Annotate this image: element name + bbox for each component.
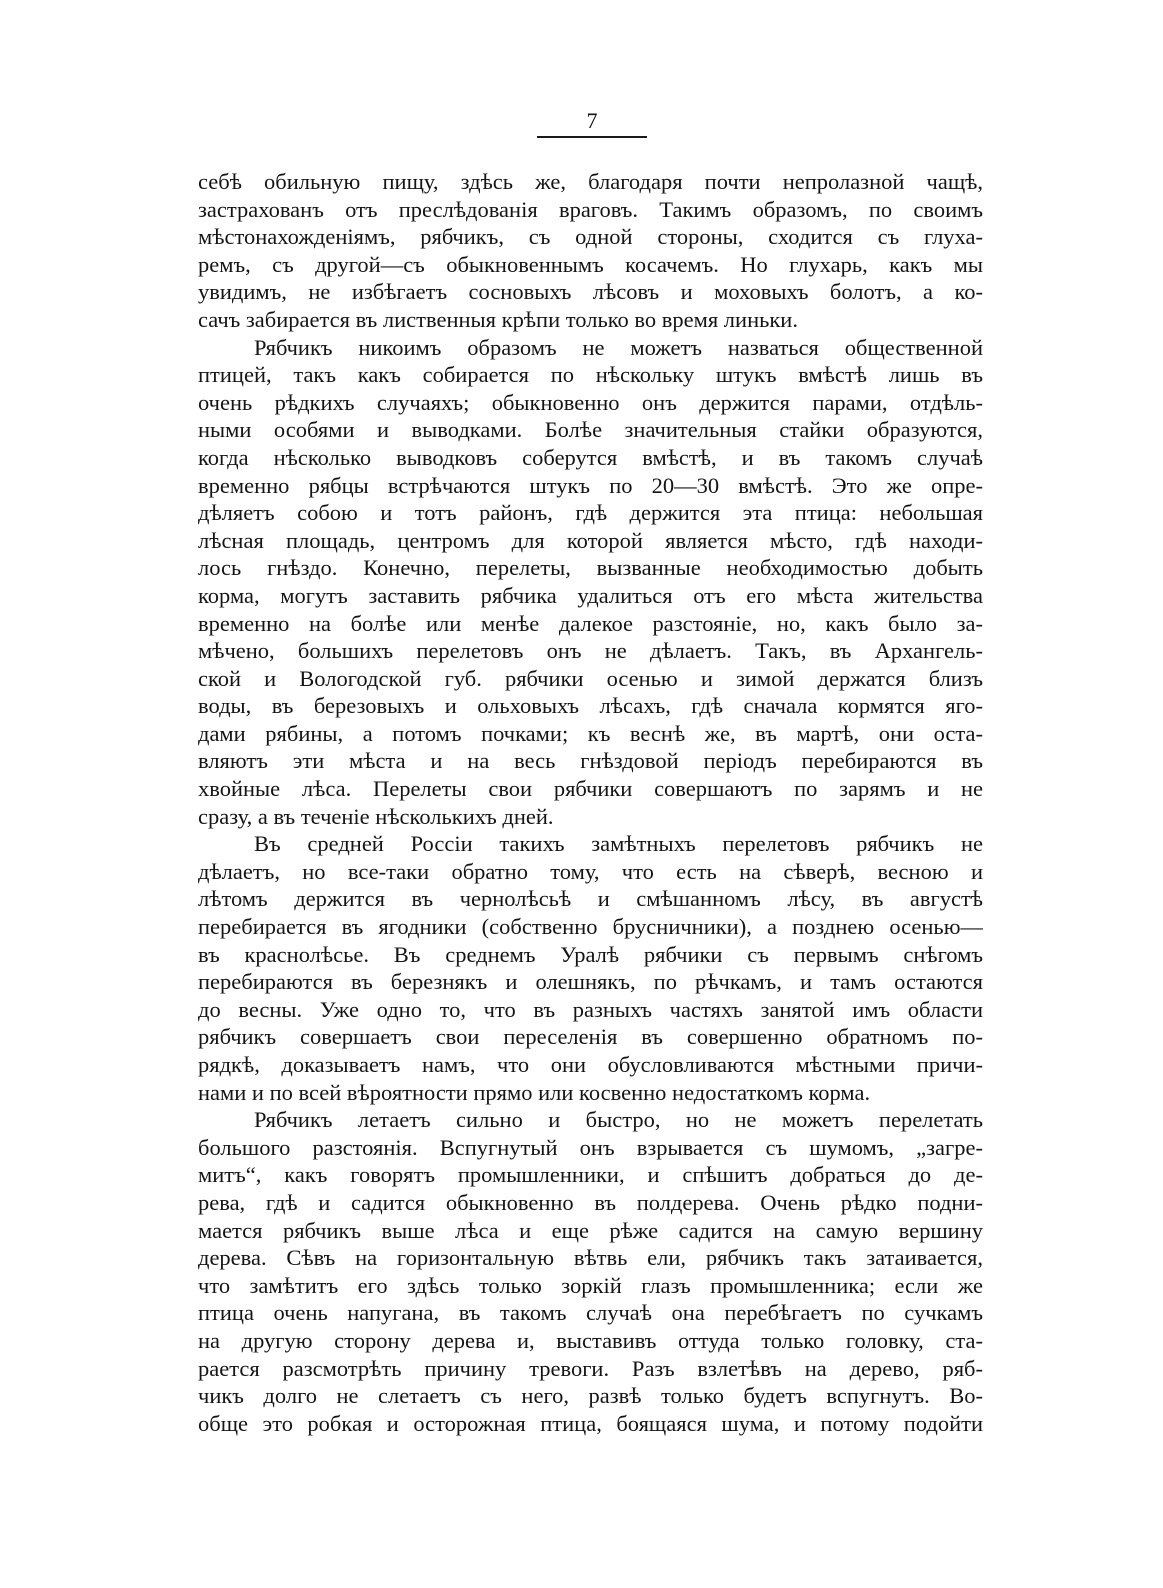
text-line: большого разстоянія. Вспугнутый онъ взрывается съ шумомъ, „загре- [198, 1134, 983, 1160]
text-line: птицей, такъ какъ собирается по нѣскольку штукъ вмѣстѣ лишь въ [198, 362, 983, 388]
text-line: вляютъ эти мѣста и на весь гнѣздовой періодъ перебираются въ [198, 748, 983, 774]
text-line: корма, могутъ заставить рябчика удалиться отъ его мѣста жительства [198, 582, 983, 608]
text-line: временно на болѣе или менѣе далекое разстояніе, но, какъ было за- [198, 610, 983, 636]
text-line: на другую сторону дерева и, выставивъ оттуда только головку, ста- [198, 1327, 983, 1353]
text-line: дѣлаетъ, но все-таки обратно тому, что есть на сѣверѣ, весною и [198, 858, 983, 884]
text-line: въ краснолѣсье. Въ среднемъ Уралѣ рябчики съ первымъ снѣгомъ [198, 941, 983, 967]
text-line: рева, гдѣ и садится обыкновенно въ полдерева. Очень рѣдко подни- [198, 1189, 983, 1215]
text-line: митъ“, какъ говорятъ промышленники, и спѣшитъ добраться до де- [198, 1162, 983, 1188]
header-rule [537, 136, 647, 138]
text-line: ными особями и выводками. Болѣе значительныя стайки образуются, [198, 417, 983, 443]
text-line: нами и по всей вѣроятности прямо или косвенно недостаткомъ корма. [198, 1079, 871, 1105]
text-line: когда нѣсколько выводковъ соберутся вмѣстѣ, и въ такомъ случаѣ [198, 444, 983, 470]
text-line: обще это робкая и осторожная птица, боящаяся шума, и потому подойти [198, 1410, 983, 1436]
text-line: сразу, а въ теченіе нѣсколькихъ дней. [198, 803, 554, 829]
text-line: что замѣтитъ его здѣсь только зоркій глазъ промышленника; если же [198, 1272, 983, 1298]
page-header [534, 108, 650, 138]
text-line: рается разсмотрѣть причину тревоги. Разъ взлетѣвъ на дерево, ряб- [198, 1355, 983, 1381]
text-line: ской и Вологодской губ. рябчики осенью и зимой держатся близъ [198, 665, 983, 691]
text-line: чикъ долго не слетаетъ съ него, развѣ только будетъ вспугнутъ. Во- [198, 1383, 983, 1409]
text-line: Рябчикъ летаетъ сильно и быстро, но не можетъ перелетать [254, 1107, 983, 1133]
text-line: застрахованъ отъ преслѣдованія враговъ. Такимъ образомъ, по своимъ [198, 196, 983, 222]
text-line: очень рѣдкихъ случаяхъ; обыкновенно онъ держится парами, отдѣль- [198, 389, 983, 415]
text-line: лѣтомъ держится въ чернолѣсьѣ и смѣшанномъ лѣсу, въ августѣ [198, 886, 983, 912]
text-line: дами рябины, а потомъ почками; къ веснѣ же, въ мартѣ, они оста- [198, 720, 983, 746]
text-line: Въ средней Россіи такихъ замѣтныхъ перелетовъ рябчикъ не [254, 831, 983, 857]
text-line: временно рябцы встрѣчаются штукъ по 20—30 вмѣстѣ. Это же опре- [198, 472, 983, 498]
body-text [198, 168, 983, 1437]
text-line: лось гнѣздо. Конечно, перелеты, вызванные необходимостью добыть [198, 555, 983, 581]
text-line: перебираются въ березнякъ и олешнякъ, по рѣчкамъ, и тамъ остаются [198, 969, 983, 995]
text-line: Рябчикъ никоимъ образомъ не можетъ назваться общественной [254, 334, 983, 360]
text-line: рядкѣ, доказываетъ намъ, что они обусловливаются мѣстными причи- [198, 1052, 983, 1077]
text-line: дерева. Сѣвъ на горизонтальную вѣтвь ели, рябчикъ такъ затаивается, [198, 1245, 983, 1271]
page-number: 7 [586, 108, 598, 133]
text-line: лѣсная площадь, центромъ для которой является мѣсто, гдѣ находи- [198, 527, 983, 553]
text-line: увидимъ, не избѣгаетъ сосновыхъ лѣсовъ и моховыхъ болотъ, а ко- [198, 279, 983, 305]
text-line: мѣстонахожденіямъ, рябчикъ, съ одной стороны, сходится съ глуха- [198, 224, 983, 250]
text-line: птица очень напугана, въ такомъ случаѣ она перебѣгаетъ по сучкамъ [198, 1300, 983, 1326]
text-line: хвойные лѣса. Перелеты свои рябчики совершаютъ по зарямъ и не [198, 776, 983, 802]
text-line: мѣчено, большихъ перелетовъ онъ не дѣлаетъ. Такъ, въ Архангель- [198, 638, 983, 664]
text-line: рябчикъ совершаетъ свои переселенія въ совершенно обратномъ по- [198, 1024, 983, 1050]
text-line: до весны. Уже одно то, что въ разныхъ частяхъ занятой имъ области [198, 996, 983, 1022]
text-line: воды, въ березовыхъ и ольховыхъ лѣсахъ, гдѣ сначала кормятся яго- [198, 693, 983, 719]
text-line: перебирается въ ягодники (собственно брусничники), а позднею осенью— [198, 914, 983, 940]
text-line: сачъ забирается въ лиственныя крѣпи только во время линьки. [198, 306, 798, 332]
text-line: ремъ, съ другой—съ обыкновеннымъ косачемъ. Но глухарь, какъ мы [198, 251, 983, 277]
text-line: себѣ обильную пищу, здѣсь же, благодаря почти непролазной чащѣ, [198, 169, 983, 194]
text-line: мается рябчикъ выше лѣса и еще рѣже садится на самую вершину [198, 1217, 983, 1243]
text-line: дѣляетъ собою и тотъ районъ, гдѣ держится эта птица: небольшая [198, 500, 983, 526]
